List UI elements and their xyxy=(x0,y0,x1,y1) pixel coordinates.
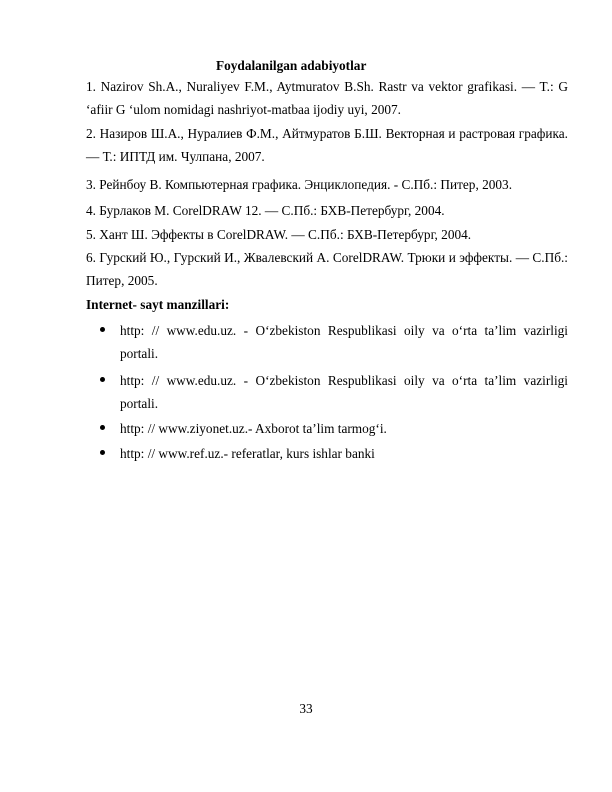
reference-item-3: 3. Рейнбоу В. Компьютерная графика. Энциклопедия. - С.Пб.: Питер, 2003. xyxy=(86,177,513,192)
page-title: Foydalanilgan adabiyotlar xyxy=(216,58,367,73)
bullet-icon xyxy=(100,425,105,430)
reference-item-5: 5. Хант Ш. Эффекты в CorelDRAW. — С.Пб.: БХВ-Петербург, 2004. xyxy=(86,227,472,242)
page-number: 33 xyxy=(299,701,313,716)
bullet-icon xyxy=(100,450,105,455)
reference-item-1: 1. Nazirov Sh.A., Nuraliyev F.M., Aytmuratov B.Sh. Rastr va vektor grafikasi. — T.: G ‘afiir G ‘ulom nomidagi nashriyot-matbaa ijodiy uyi, 2007. xyxy=(86,79,568,117)
link-text[interactable]: http: // www.edu.uz. - O‘zbekiston Respublikasi oily va o‘rta ta’lim vazirligi portali. xyxy=(120,373,568,411)
link-text[interactable]: http: // www.edu.uz. - O‘zbekiston Respublikasi oily va o‘rta ta’lim vazirligi portali. xyxy=(120,323,568,361)
link-text[interactable]: http: // www.ref.uz.- referatlar, kurs ishlar banki xyxy=(120,446,375,461)
reference-item-4: 4. Бурлаков М. CorelDRAW 12. — С.Пб.: БХВ-Петербург, 2004. xyxy=(86,203,445,218)
reference-item-6: 6. Гурский Ю., Гурский И., Жвалевский А. CorelDRAW. Трюки и эффекты. — С.Пб.: Питер, 2005. xyxy=(86,250,568,288)
bullet-icon xyxy=(100,377,105,382)
link-text[interactable]: http: // www.ziyonet.uz.- Axborot ta’lim tarmog‘i. xyxy=(120,421,387,436)
reference-item-2: 2. Назиров Ш.А., Нуралиев Ф.М., Айтмуратов Б.Ш. Векторная и растровая графика. — Т.: ИПТД им. Чулпана, 2007. xyxy=(86,126,568,164)
bullet-icon xyxy=(100,327,105,332)
internet-heading: Internet- sayt manzillari: xyxy=(86,297,230,312)
